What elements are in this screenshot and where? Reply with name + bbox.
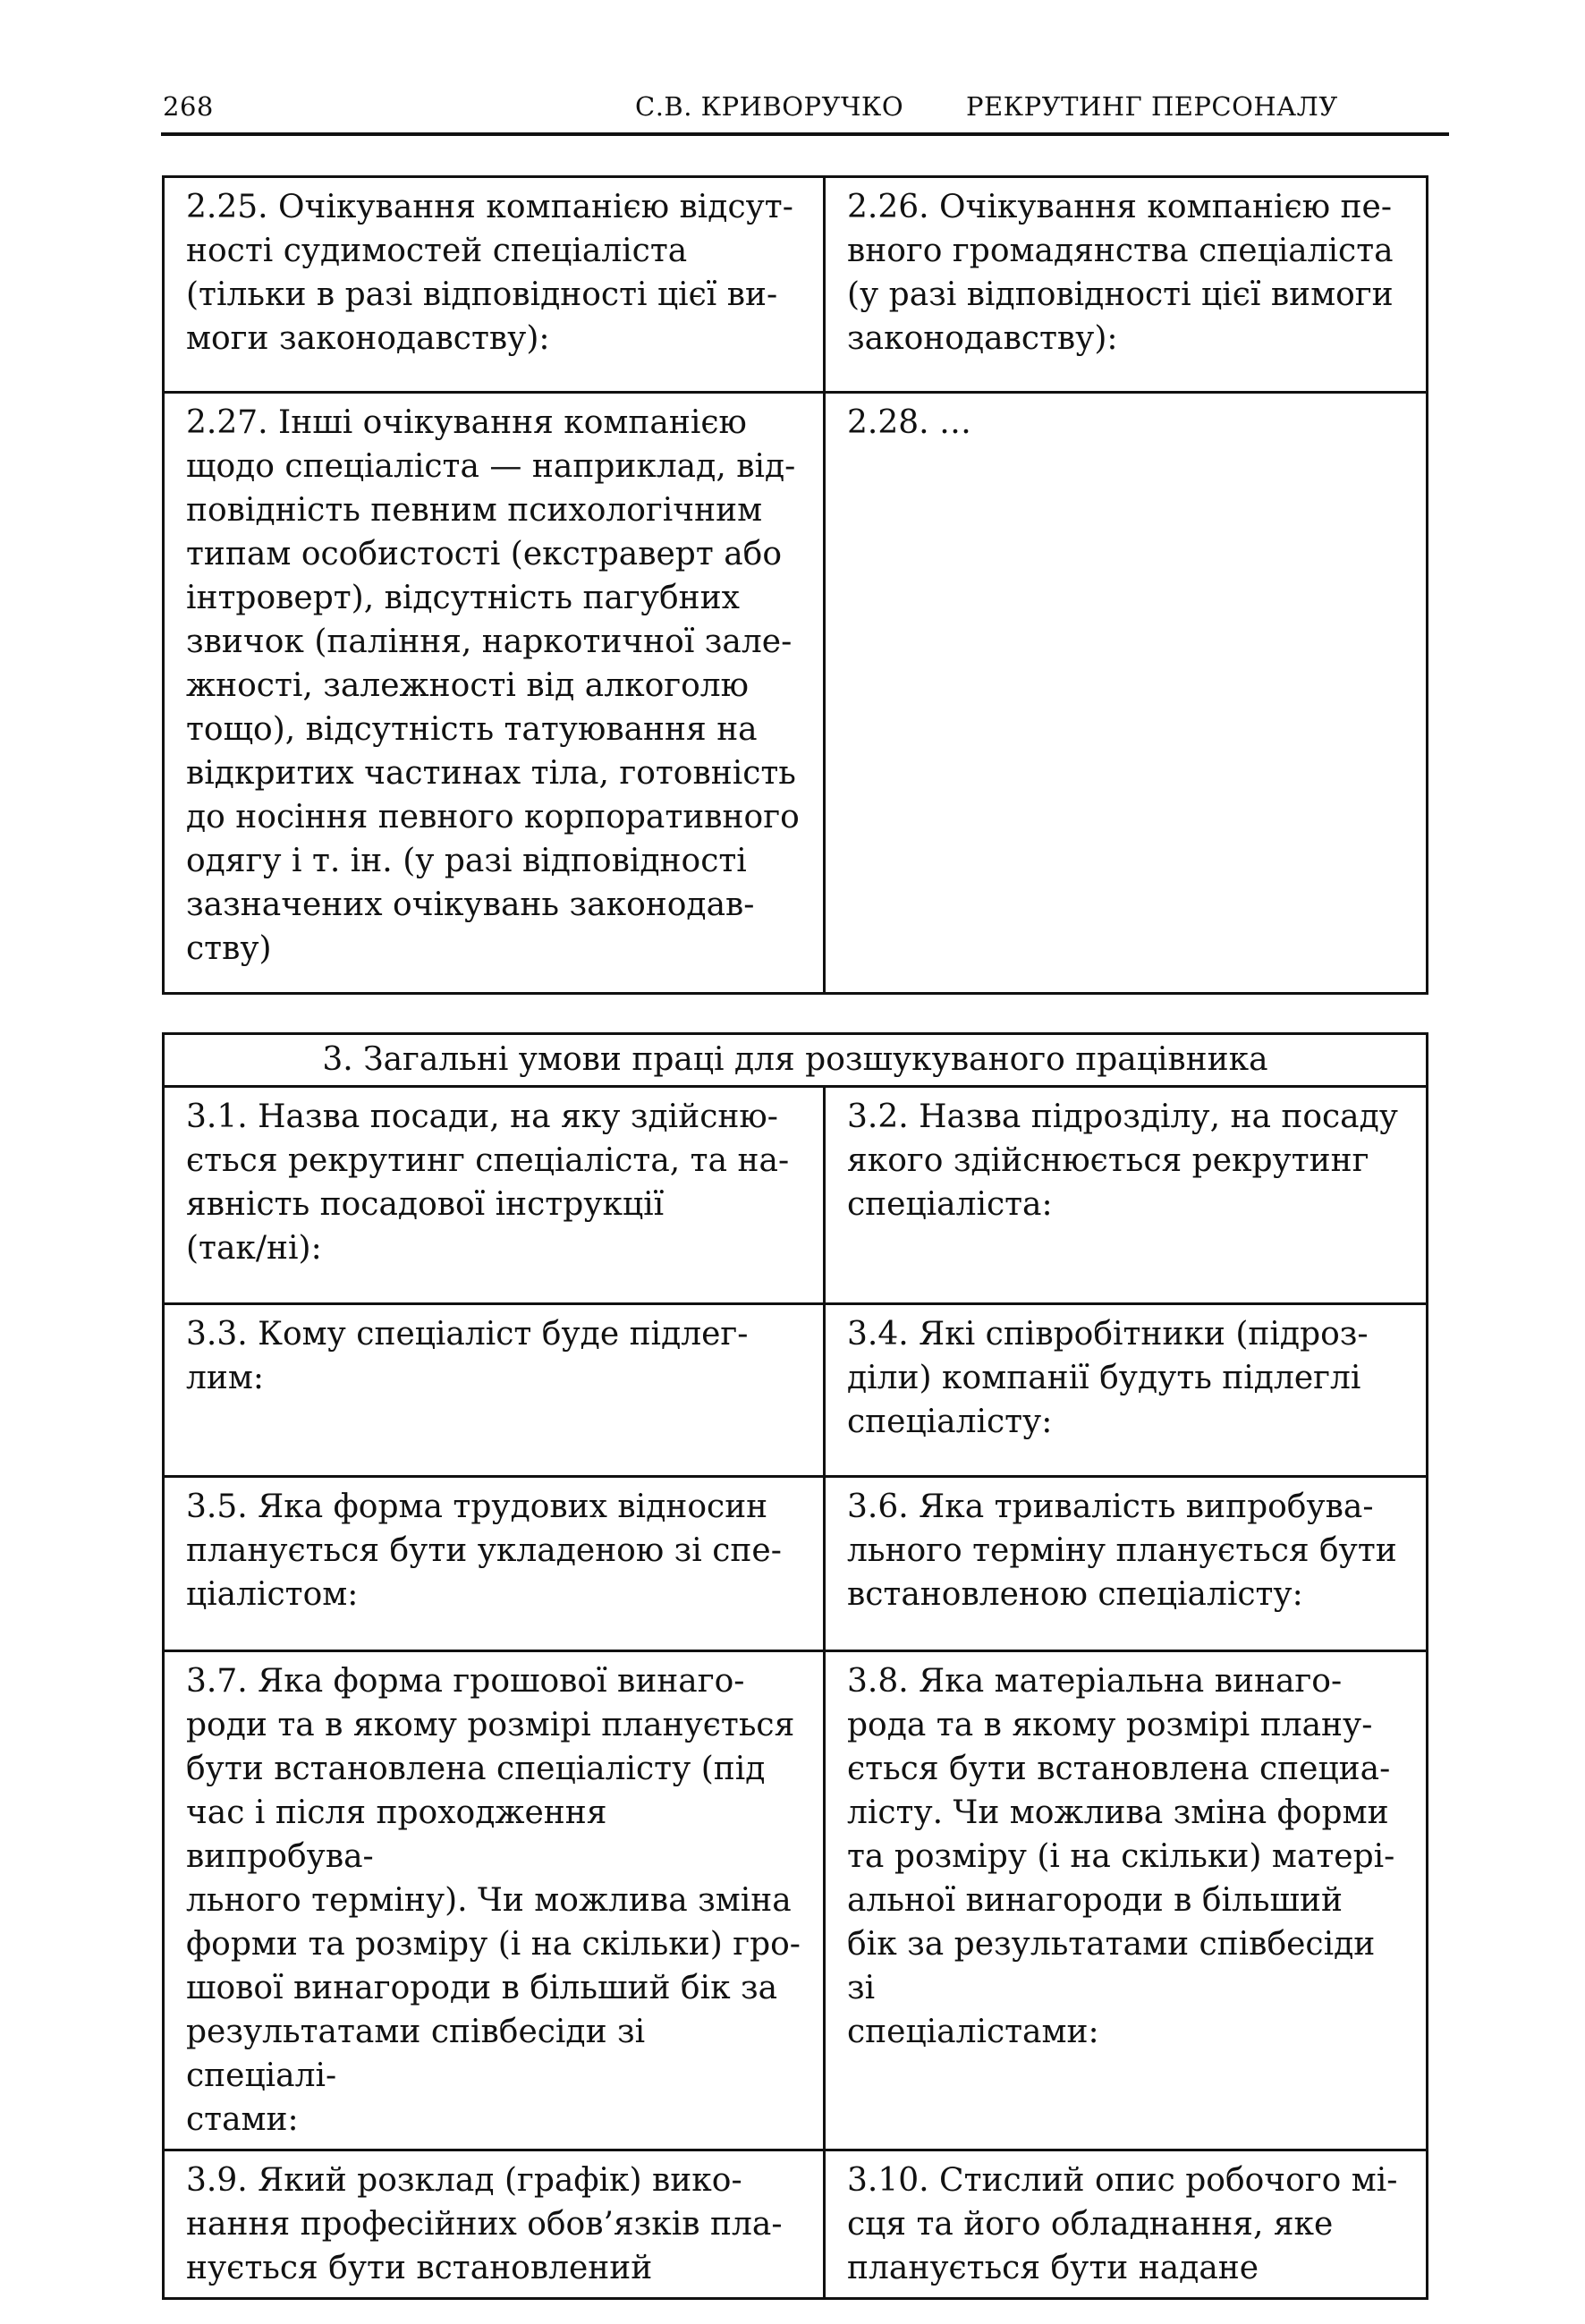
table-row <box>164 1477 1428 1651</box>
running-head-author: С.В. КРИВОРУЧКО <box>635 91 904 122</box>
requirements-table <box>162 175 1428 995</box>
table-row <box>164 1651 1428 2150</box>
form-cell-3-3: 3.3. Кому спеціаліст буде підлег- лим: <box>164 1304 825 1477</box>
form-cell-2-27: 2.27. Інші очікування компанією щодо спеціаліста — наприклад, від- повідність певним психологічним типам особистості (екстраверт або інтроверт), відсутність пагубних звичок (паління, наркотичної зале- жності, залежності від алкоголю тощо), відсутність татуювання на відкритих частинах тіла, готовність до носіння певного корпоративного одягу і т. ін. (у разі відповідності зазначених очікувань законодав- ству) <box>164 393 825 994</box>
form-cell-3-1: 3.1. Назва посади, на яку здійсню- ється рекрутинг спеціаліста, та на- явність посадової інструкції (так/ні): <box>164 1087 825 1304</box>
form-cell-3-7: 3.7. Яка форма грошової винаго- роди та в якому розмірі планується бути встановлена спеціалісту (під час і після проходження випробува- льного терміну). Чи можлива зміна форми та розміру (і на скільки) гро- шової винагороди в більший бік за результатами співбесіди зі спеціалі- стами: <box>164 1651 825 2150</box>
table-row <box>164 393 1428 994</box>
page-header <box>161 89 1449 136</box>
table-row <box>164 1087 1428 1304</box>
table-row <box>164 1304 1428 1477</box>
table-row <box>164 2150 1428 2299</box>
form-cell-2-26: 2.26. Очікування компанією пе- вного громадянства спеціаліста (у разі відповідності цієї вимоги законодавству): <box>825 177 1428 393</box>
page-number: 268 <box>163 91 214 122</box>
form-cell-3-5: 3.5. Яка форма трудових відносин планується бути укладеною зі спе- ціалістом: <box>164 1477 825 1651</box>
table-row <box>164 177 1428 393</box>
running-head-title: РЕКРУТИНГ ПЕРСОНАЛУ <box>966 91 1338 122</box>
form-cell-3-10: 3.10. Стислий опис робочого мі- сця та його обладнання, яке планується бути надане <box>825 2150 1428 2299</box>
form-cell-2-28: 2.28. … <box>825 393 1428 994</box>
form-cell-3-4: 3.4. Які співробітники (підроз- діли) компанії будуть підлеглі спеціалісту: <box>825 1304 1428 1477</box>
form-cell-3-6: 3.6. Яка тривалість випробува- льного терміну планується бути встановленою спеціалісту: <box>825 1477 1428 1651</box>
form-cell-3-9: 3.9. Який розклад (графік) вико- нання професійних обов’язків пла- нується бути встановлений <box>164 2150 825 2299</box>
working-conditions-table <box>162 1032 1428 2300</box>
form-cell-3-8: 3.8. Яка матеріальна винаго- рода та в якому розмірі плану- ється бути встановлена специа- лісту. Чи можлива зміна форми та розміру (і на скільки) матері- альної винагороди в більший бік за результатами співбесіди зі спеціалістами: <box>825 1651 1428 2150</box>
form-cell-3-2: 3.2. Назва підрозділу, на посаду якого здійснюється рекрутинг спеціаліста: <box>825 1087 1428 1304</box>
section-header-row <box>164 1034 1428 1087</box>
form-cell-2-25: 2.25. Очікування компанією відсут- ності судимостей спеціаліста (тільки в разі відповідності цієї ви- моги законодавству): <box>164 177 825 393</box>
section-title: 3. Загальні умови праці для розшукуваного працівника <box>164 1034 1428 1087</box>
